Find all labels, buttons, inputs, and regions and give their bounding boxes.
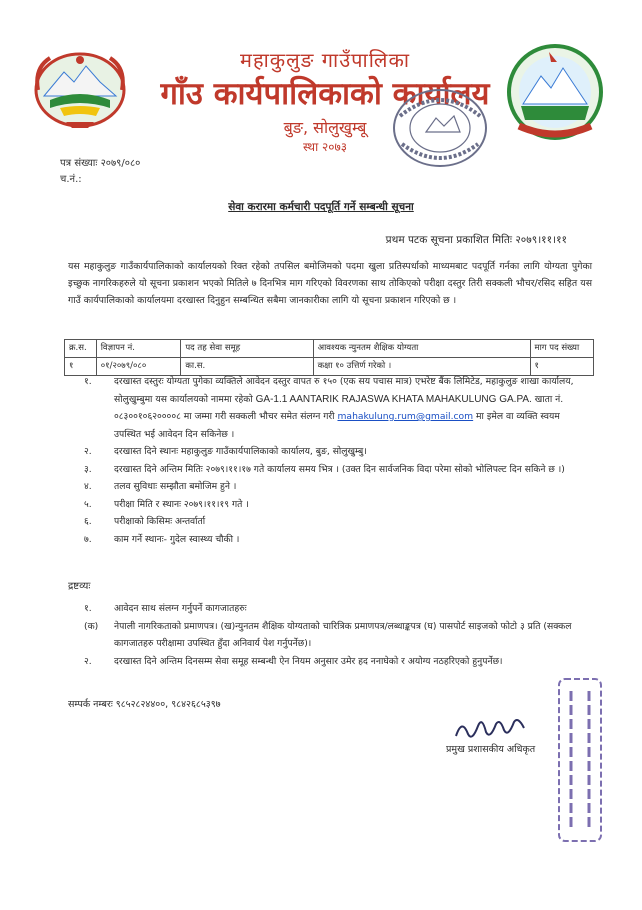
list-item-number: २. (84, 446, 92, 457)
list-item (84, 443, 589, 461)
org-name: महाकुलुङ गाउँपालिका (240, 48, 410, 72)
nepal-emblem-icon (30, 48, 130, 130)
office-address: बुङ, सोलुखुम्बू (283, 118, 367, 137)
established-year: स्था २०७३ (303, 140, 347, 154)
list-item-number: ४. (84, 481, 92, 492)
email-text: मा इमेल वा व्यक्ति स्वयम उपस्थित भई आवेदन दिन सकिनेछ । (114, 411, 560, 440)
table-header-row (65, 340, 594, 358)
note-text: आवेदन साथ संलग्न गर्नुपर्ने कागजातहरुः (114, 603, 247, 614)
column-header: माग पद संख्या (530, 340, 594, 358)
intro-paragraph: यस महाकुलुङ गाउँकार्यपालिकाको कार्यालयको रिक्त रहेको तपसिल बमोजिमको पदमा खुला प्रतिस्पर्धाको माध्यमबाट पदपूर्ति गर्नका लागि योग्यता पुगेका इच्छुक नागरिकहरुले यो सूचना प्रकाशन भएको मितिले ७ दिनभित्र माग गरिएको विवरणका साथ तोकिएको परीक्षा दस्तुर तिरी सक्कली भौचर/रसिद सहित यस गाउँ कार्यपालिकाको कार्यालयमा दरखास्त दिनुहुन सम्बन्धित सबैमा जानकारीका लागि यो सूचना प्रकाशन गरिएको छ । (68, 261, 592, 306)
list-item-number: ७. (84, 533, 92, 545)
notice-subject-text: सेवा करारमा कर्मचारी पदपूर्ति गर्ने सम्बन्धी सूचना (228, 201, 414, 213)
list-item (84, 531, 589, 549)
official-stamp-icon (545, 675, 615, 845)
column-header: क्र.स. (65, 340, 97, 358)
list-item (84, 461, 589, 479)
signatory-title: प्रमुख प्रशासकीय अधिकृत (446, 744, 536, 755)
account-name: GA-1.1 AANTARIK RAJASWA KHATA MAHAKULUNG GA.PA. (255, 393, 532, 405)
table-cell: १ (65, 358, 97, 376)
list-item-text: दरखास्त दिने स्थानः महाकुलुङ गाउँकार्यपालिकाको कार्यालय, बुङ, सोलुखुम्बु। (114, 446, 367, 457)
table-cell: का.स. (181, 358, 313, 376)
list-item-number: ५. (84, 498, 92, 510)
note-text: दरखास्त दिने अन्तिम दिनसम्म सेवा समूह सम्बन्धी ऐन नियम अनुसार उमेर हद ननाघेको र अयोग्य नठहरिएको हुनुपर्नेछ। (114, 655, 503, 667)
note-number: १. (84, 603, 92, 614)
contact-numbers: सम्पर्क नम्बरः ९८५२८२४४००, ९८४२६८५३९७ (68, 699, 221, 710)
office-stamp-icon (390, 86, 490, 170)
list-item-number: ३. (84, 463, 92, 475)
account-text: खाता नं. ०८३००१०६२००००८ मा जम्मा गरी सक्कली भौचर समेत संलग्न गरी (114, 393, 564, 422)
letter-number: पत्र संख्याः २०७९/०८० (60, 158, 141, 169)
note-text: नेपाली नागरिकताको प्रमाणपत्र। (ख)न्युनतम शैक्षिक योग्यताको चारित्रिक प्रमाणपत्र/लब्धाङ्कपत्र (घ) पासपोर्ट साइजको फोटो ३ प्रति (सक्कल कागजातहरु परीक्षामा उपस्थित हुँदा अनिवार्य पेश गर्नुपर्नेछ)। (114, 620, 572, 649)
details-list (84, 373, 589, 548)
list-item (84, 373, 589, 443)
list-item-number: १. (84, 376, 92, 387)
table-cell: १ (530, 358, 594, 376)
list-item-text: तलव सुविधाः सम्झौता बमोजिम हुने । (114, 481, 237, 492)
list-item-text: परीक्षा मिति र स्थानः २०७९।११।१९ गते । (114, 498, 249, 510)
list-item-number: ६. (84, 516, 92, 527)
note-number: (क) (84, 620, 99, 632)
list-item (84, 513, 589, 531)
note-item (84, 600, 589, 618)
notes-list (84, 600, 589, 670)
note-heading: द्रष्टव्यः (68, 581, 91, 592)
dispatch-number: च.नं.: (60, 174, 82, 185)
vacancy-table (64, 339, 594, 376)
fee-text: दरखास्त दस्तुरः योग्यता पुगेका व्यक्तिले आवेदन दस्तुर वापत रु १५० (एक सय पचास मात्र) एभरेष्ट बैंक लिमिटेड, महाकुलुङ शाखा कार्यालय, सोलुखुम्बुमा यस कार्यालयको नाममा रहेको (114, 376, 574, 405)
note-item (84, 653, 589, 671)
column-header: विज्ञापन नं. (96, 340, 181, 358)
municipality-logo-icon (505, 42, 605, 142)
email-link[interactable]: mahakulung.rum@gmail.com (337, 411, 474, 422)
office-title: गाँउ कार्यपालिकाको कार्यालय (160, 76, 490, 112)
table-cell: कक्षा १० उत्तिर्ण गरेको । (313, 358, 530, 376)
signature-icon (452, 712, 532, 746)
note-number: २. (84, 655, 92, 667)
list-item-text: परीक्षाको किसिमः अन्तर्वार्ता (114, 516, 206, 527)
list-item-text: दरखास्त दिने अन्तिम मितिः २०७९।११।१७ गते कार्यालय समय भित्र । (उक्त दिन सार्वजनिक विदा परेमा सोको भोलिपल्ट दिन सकिने छ ।) (114, 463, 565, 475)
publish-date: प्रथम पटक सूचना प्रकाशित मितिः २०७९।११।११ (385, 234, 567, 246)
notice-subject (0, 200, 642, 214)
column-header: पद तह सेवा समूह (181, 340, 313, 358)
table-cell: ०१/२०७९/०८० (96, 358, 181, 376)
list-item (84, 478, 589, 496)
note-item (84, 618, 589, 653)
column-header: आवश्यक न्युनतम शैक्षिक योग्यता (313, 340, 530, 358)
list-item (84, 496, 589, 514)
list-item-text: काम गर्ने स्थानः- गुदेल स्वास्थ्य चौकी । (114, 533, 240, 545)
